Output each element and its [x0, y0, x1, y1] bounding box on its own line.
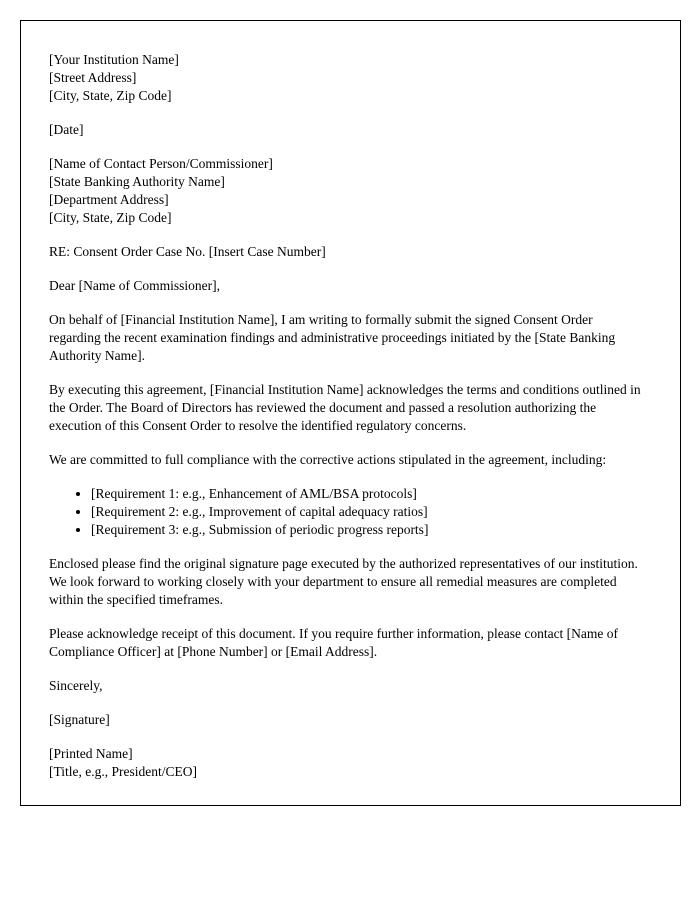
sender-street-line: [Street Address]	[49, 70, 137, 85]
printed-name-line: [Printed Name]	[49, 746, 133, 761]
recipient-address-block	[49, 155, 642, 227]
sender-city-line: [City, State, Zip Code]	[49, 88, 172, 103]
recipient-city-line: [City, State, Zip Code]	[49, 210, 172, 225]
signature-block	[49, 745, 642, 781]
body-paragraph-4: Enclosed please find the original signature page executed by the authorized representatives of our institution. We look forward to working closely with your department to ensure all remedial measures are completed within the specified timeframes.	[49, 556, 638, 607]
recipient-department-line: [Department Address]	[49, 192, 169, 207]
letter-page	[20, 20, 681, 806]
requirement-item-1: • [Requirement 1: e.g., Enhancement of AML/BSA protocols]	[91, 485, 642, 503]
sender-address-block	[49, 51, 642, 105]
body-paragraph-1: On behalf of [Financial Institution Name], I am writing to formally submit the signed Consent Order regarding the recent examination findings and administrative proceedings initiated by the [State Banking Authority Name].	[49, 312, 616, 363]
requirements-list	[49, 485, 642, 539]
date-line: [Date]	[49, 122, 84, 137]
signature-placeholder: [Signature]	[49, 712, 110, 727]
requirement-item-2: • [Requirement 2: e.g., Improvement of capital adequacy ratios]	[91, 503, 642, 521]
body-paragraph-3: We are committed to full compliance with the corrective actions stipulated in the agreement, including:	[49, 452, 607, 467]
recipient-contact-line: [Name of Contact Person/Commissioner]	[49, 156, 273, 171]
requirement-item-3: • [Requirement 3: e.g., Submission of periodic progress reports]	[91, 521, 642, 539]
subject-line: RE: Consent Order Case No. [Insert Case Number]	[49, 244, 326, 259]
title-line: [Title, e.g., President/CEO]	[49, 764, 197, 779]
body-paragraph-5: Please acknowledge receipt of this document. If you require further information, please contact [Name of Compliance Officer] at [Phone Number] or [Email Address].	[49, 626, 619, 659]
recipient-authority-line: [State Banking Authority Name]	[49, 174, 225, 189]
sender-institution-line: [Your Institution Name]	[49, 52, 179, 67]
body-paragraph-2: By executing this agreement, [Financial Institution Name] acknowledges the terms and conditions outlined in the Order. The Board of Directors has reviewed the document and passed a resolution authorizing the execution of this Consent Order to resolve the identified regulatory concerns.	[49, 382, 641, 433]
salutation-line: Dear [Name of Commissioner],	[49, 278, 220, 293]
closing-line: Sincerely,	[49, 678, 103, 693]
